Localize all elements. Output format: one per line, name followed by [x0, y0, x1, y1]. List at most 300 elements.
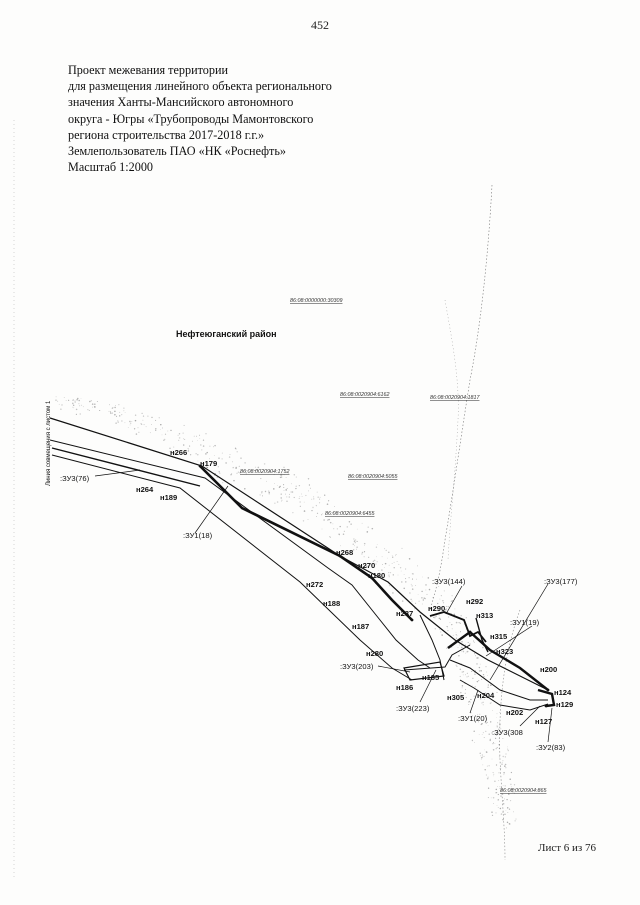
terrain-speckle [138, 427, 139, 428]
terrain-speckle [506, 827, 507, 828]
terrain-speckle [454, 618, 455, 619]
terrain-speckle [482, 734, 483, 735]
terrain-speckle [308, 478, 309, 479]
terrain-speckle [284, 490, 285, 491]
terrain-speckle [464, 624, 465, 625]
parcel-label: :ЗУ3(308 [492, 728, 523, 737]
terrain-speckle [421, 597, 423, 599]
terrain-speckle [516, 819, 517, 820]
terrain-speckle [299, 496, 300, 497]
terrain-speckle [494, 781, 496, 783]
terrain-speckle [389, 565, 390, 566]
terrain-speckle [483, 674, 484, 675]
terrain-speckle [411, 584, 412, 585]
terrain-speckle [232, 461, 233, 462]
terrain-speckle [289, 496, 291, 498]
terrain-speckle [465, 674, 466, 675]
terrain-speckle [487, 778, 489, 780]
terrain-speckle [495, 812, 496, 813]
terrain-speckle [214, 455, 215, 456]
terrain-speckle [294, 497, 295, 498]
terrain-speckle [488, 797, 489, 798]
terrain-speckle [330, 522, 332, 524]
terrain-speckle [507, 749, 508, 750]
terrain-speckle [480, 664, 481, 665]
terrain-speckle [462, 688, 463, 689]
terrain-speckle [309, 484, 310, 485]
terrain-speckle [238, 472, 239, 473]
terrain-speckle [448, 616, 449, 617]
terrain-speckle [504, 774, 505, 775]
terrain-speckle [457, 635, 458, 636]
terrain-speckle [121, 420, 122, 421]
terrain-speckle [76, 409, 78, 411]
terrain-speckle [451, 624, 452, 625]
terrain-speckle [296, 486, 297, 487]
point-label: н180 [368, 571, 386, 580]
terrain-speckle [505, 767, 506, 768]
terrain-speckle [142, 420, 143, 421]
terrain-speckle [188, 450, 190, 452]
terrain-speckle [498, 772, 499, 773]
terrain-speckle [155, 428, 156, 429]
terrain-speckle [454, 608, 455, 609]
terrain-speckle [357, 541, 358, 542]
point-label: н287 [396, 609, 414, 618]
terrain-speckle [491, 702, 492, 703]
terrain-speckle [397, 561, 398, 562]
parcel-label: :ЗУ1(20) [458, 714, 488, 723]
terrain-speckle [475, 686, 476, 687]
terrain-speckle [353, 549, 354, 550]
terrain-speckle [501, 813, 503, 815]
terrain-speckle [302, 496, 303, 497]
point-label: н187 [352, 622, 370, 631]
terrain-speckle [199, 435, 200, 436]
terrain-speckle [280, 497, 281, 498]
terrain-speckle [509, 809, 510, 810]
terrain-speckle [474, 742, 475, 743]
terrain-speckle [118, 421, 119, 422]
terrain-speckle [409, 558, 411, 560]
terrain-speckle [418, 601, 419, 602]
terrain-speckle [209, 446, 210, 447]
terrain-speckle [481, 702, 482, 703]
cadastral-label: 86:08:0020904:865 [500, 788, 547, 794]
terrain-speckle [230, 454, 231, 455]
terrain-speckle [441, 634, 442, 635]
terrain-speckle [135, 414, 136, 415]
terrain-speckle [487, 675, 488, 676]
terrain-speckle [476, 657, 478, 659]
terrain-speckle [446, 606, 447, 607]
terrain-speckle [299, 485, 300, 486]
terrain-speckle [491, 798, 492, 799]
terrain-speckle [324, 495, 325, 496]
terrain-speckle [94, 406, 95, 407]
terrain-speckle [277, 485, 278, 486]
terrain-speckle [117, 420, 118, 421]
terrain-speckle [112, 413, 113, 414]
terrain-speckle [64, 397, 65, 398]
terrain-speckle [320, 497, 321, 498]
terrain-speckle [110, 413, 111, 414]
terrain-speckle [334, 506, 335, 507]
terrain-speckle [461, 641, 463, 643]
terrain-speckle [460, 631, 461, 632]
terrain-speckle [483, 732, 484, 733]
terrain-speckle [446, 648, 447, 649]
terrain-speckle [470, 699, 471, 700]
terrain-speckle [322, 529, 323, 530]
terrain-speckle [340, 545, 341, 546]
terrain-speckle [362, 523, 363, 524]
terrain-speckle [468, 704, 469, 705]
terrain-speckle [499, 756, 500, 757]
point-label: н268 [336, 548, 354, 557]
terrain-speckle [474, 674, 475, 675]
terrain-speckle [125, 412, 126, 413]
terrain-speckle [118, 404, 119, 405]
terrain-speckle [281, 501, 282, 502]
terrain-speckle [304, 502, 305, 503]
terrain-speckle [240, 457, 241, 458]
terrain-speckle [466, 676, 467, 677]
terrain-speckle [466, 697, 467, 698]
parcel-label: :ЗУ3(76) [60, 474, 90, 483]
terrain-speckle [479, 670, 480, 671]
terrain-speckle [317, 492, 318, 493]
terrain-speckle [56, 396, 57, 397]
terrain-speckle [81, 405, 82, 406]
terrain-speckle [426, 590, 427, 591]
terrain-speckle [498, 780, 499, 781]
terrain-speckle [289, 494, 290, 495]
terrain-speckle [260, 478, 261, 479]
terrain-speckle [422, 577, 423, 578]
terrain-speckle [143, 415, 144, 416]
terrain-speckle [459, 645, 460, 646]
terrain-speckle [115, 422, 116, 423]
terrain-speckle [422, 604, 423, 605]
terrain-speckle [439, 599, 440, 600]
terrain-speckle [495, 743, 496, 744]
terrain-speckle [281, 494, 282, 495]
terrain-speckle [392, 592, 393, 593]
terrain-speckle [274, 483, 275, 484]
terrain-speckle [488, 777, 489, 778]
terrain-speckle [506, 754, 507, 755]
terrain-speckle [376, 547, 377, 548]
terrain-speckle [461, 647, 462, 648]
terrain-speckle [151, 424, 152, 425]
terrain-speckle [409, 577, 410, 578]
terrain-speckle [330, 537, 331, 538]
terrain-speckle [333, 528, 334, 529]
terrain-speckle [507, 747, 508, 748]
terrain-speckle [490, 684, 492, 686]
terrain-speckle [291, 483, 292, 484]
terrain-speckle [439, 615, 440, 616]
terrain-speckle [277, 501, 279, 503]
terrain-speckle [505, 785, 506, 786]
terrain-speckle [447, 630, 448, 631]
terrain-speckle [196, 453, 197, 454]
terrain-speckle [500, 808, 501, 809]
terrain-speckle [503, 772, 505, 774]
terrain-speckle [57, 401, 58, 402]
terrain-speckle [377, 544, 378, 545]
terrain-speckle [377, 561, 378, 562]
terrain-speckle [81, 398, 82, 399]
terrain-speckle [299, 498, 300, 499]
point-label: н189 [160, 493, 178, 502]
terrain-speckle [389, 585, 390, 586]
terrain-speckle [388, 572, 389, 573]
terrain-speckle [285, 494, 286, 495]
terrain-speckle [194, 436, 195, 437]
terrain-speckle [97, 401, 98, 402]
terrain-speckle [484, 737, 485, 738]
point-label: н266 [170, 448, 188, 457]
terrain-speckle [364, 545, 365, 546]
cadastral-label: 86:08:0020904:1752 [240, 469, 290, 475]
point-label: н185 [422, 673, 440, 682]
terrain-speckle [109, 411, 110, 412]
terrain-speckle [507, 807, 508, 808]
point-label: н129 [556, 700, 574, 709]
terrain-speckle [328, 500, 329, 501]
parcel-label: :ЗУ3(223) [396, 704, 430, 713]
terrain-speckle [261, 492, 262, 493]
terrain-speckle [78, 400, 80, 402]
terrain-speckle [405, 578, 406, 579]
terrain-speckle [463, 671, 464, 672]
terrain-speckle [292, 512, 293, 513]
terrain-speckle [74, 401, 75, 402]
terrain-speckle [405, 569, 406, 570]
point-label: н292 [466, 597, 484, 606]
terrain-speckle [467, 673, 468, 674]
terrain-speckle [367, 531, 369, 533]
terrain-speckle [128, 427, 129, 428]
point-markers [199, 465, 550, 708]
terrain-speckle [439, 618, 441, 620]
terrain-speckle [468, 676, 469, 677]
terrain-speckle [456, 666, 457, 667]
terrain-speckle [490, 721, 491, 722]
terrain-speckle [355, 540, 356, 541]
terrain-speckle [448, 606, 449, 607]
terrain-speckle [393, 574, 394, 575]
terrain-speckle [304, 510, 306, 512]
terrain-speckle [60, 408, 62, 410]
terrain-speckle [509, 823, 510, 824]
terrain-speckle [75, 400, 76, 401]
point-label: н264 [136, 485, 154, 494]
terrain-speckle [474, 653, 475, 654]
point-label: н305 [447, 693, 465, 702]
terrain-speckle [439, 629, 440, 630]
corridor-outlines [50, 418, 554, 710]
terrain-speckle [296, 477, 297, 478]
terrain-speckle [319, 499, 320, 500]
terrain-speckle [492, 759, 493, 760]
terrain-speckle [233, 480, 235, 482]
cadastral-label: 86:08:0020904:1817 [430, 395, 480, 401]
terrain-speckle [489, 734, 490, 735]
terrain-speckle [222, 458, 223, 459]
terrain-speckle [305, 495, 306, 496]
point-label: н315 [490, 632, 508, 641]
terrain-speckle [453, 635, 454, 636]
terrain-speckle [189, 446, 190, 447]
terrain-speckle [440, 632, 441, 633]
terrain-speckle [184, 425, 185, 426]
terrain-speckle [492, 710, 493, 711]
terrain-speckle [79, 405, 80, 406]
terrain-speckle [376, 556, 377, 557]
terrain-speckle [222, 453, 223, 454]
terrain-speckle [411, 601, 412, 602]
terrain-speckle [482, 765, 483, 766]
point-label: н280 [366, 649, 384, 658]
terrain-speckle [300, 506, 301, 507]
terrain-speckle [505, 764, 506, 765]
terrain-speckle [486, 666, 487, 667]
terrain-speckle [487, 687, 488, 688]
terrain-speckle [66, 400, 67, 401]
terrain-speckle [480, 753, 481, 754]
terrain-speckle [183, 438, 184, 439]
terrain-speckle [112, 407, 113, 408]
terrain-speckle [484, 750, 485, 751]
terrain-speckle [503, 800, 504, 801]
dotted-boundary-line [445, 300, 458, 560]
terrain-speckle [438, 586, 439, 587]
terrain-speckle [78, 403, 79, 404]
terrain-speckle [286, 496, 287, 497]
terrain-speckle [89, 401, 91, 403]
terrain-speckle [328, 519, 329, 520]
terrain-speckle [486, 775, 487, 776]
terrain-speckle [121, 414, 122, 415]
terrain-speckle [477, 681, 478, 682]
terrain-speckle [473, 731, 475, 733]
terrain-speckle [136, 433, 137, 434]
terrain-speckle [229, 456, 230, 457]
terrain-speckle [452, 628, 453, 629]
terrain-speckle [385, 563, 387, 565]
terrain-speckle [196, 436, 197, 437]
terrain-speckle [498, 794, 499, 795]
terrain-speckle [349, 521, 351, 523]
terrain-speckle [327, 503, 329, 505]
terrain-speckle [167, 431, 168, 432]
point-label: н200 [540, 665, 558, 674]
survey-point-marker [469, 631, 472, 634]
terrain-speckle [199, 438, 200, 439]
terrain-speckle [414, 608, 415, 609]
terrain-speckle [76, 414, 77, 415]
terrain-speckle [273, 488, 275, 490]
terrain-speckle [461, 651, 462, 652]
terrain-speckle [68, 400, 69, 401]
terrain-speckle [481, 679, 482, 680]
terrain-speckle [261, 491, 262, 492]
terrain-speckle [197, 461, 198, 462]
terrain-speckle [478, 680, 479, 681]
terrain-speckle [503, 785, 504, 786]
terrain-speckle [447, 628, 448, 629]
terrain-speckle [506, 810, 507, 811]
survey-point-marker [547, 689, 550, 692]
survey-point-marker [545, 705, 548, 708]
terrain-speckle [109, 404, 110, 405]
terrain-speckle [338, 534, 339, 535]
terrain-speckle [92, 403, 94, 405]
terrain-speckle [364, 556, 365, 557]
terrain-speckle [230, 474, 231, 475]
terrain-speckle [497, 747, 498, 748]
terrain-speckle [190, 454, 191, 455]
terrain-speckle [498, 807, 499, 808]
terrain-speckle [449, 622, 450, 623]
terrain-speckle [513, 811, 514, 812]
terrain-speckle [392, 563, 393, 564]
terrain-speckle [398, 575, 399, 576]
terrain-speckle [430, 617, 431, 618]
terrain-speckle [412, 585, 413, 586]
terrain-speckle [416, 579, 417, 580]
terrain-speckle [188, 448, 189, 449]
terrain-speckle [389, 575, 390, 576]
terrain-speckle [147, 415, 148, 416]
terrain-speckle [487, 766, 488, 767]
terrain-speckle [421, 591, 422, 592]
terrain-speckle [286, 501, 287, 502]
terrain-speckle [268, 491, 269, 492]
terrain-speckle [130, 423, 131, 424]
terrain-speckle [294, 474, 295, 475]
terrain-speckle [480, 755, 481, 756]
cadastral-label: 86:08:0020904:6162 [340, 392, 390, 398]
terrain-speckle [203, 445, 204, 446]
page-number: 452 [311, 18, 329, 32]
terrain-speckle [501, 763, 502, 764]
terrain-speckle [300, 502, 301, 503]
terrain-speckle [163, 440, 165, 442]
terrain-speckle [192, 441, 193, 442]
terrain-speckle [459, 622, 460, 623]
terrain-speckle [312, 507, 313, 508]
terrain-speckle [473, 640, 474, 641]
terrain-speckle [183, 444, 185, 446]
terrain-speckle [281, 476, 283, 478]
terrain-speckle [452, 595, 453, 596]
terrain-speckle [493, 803, 494, 804]
terrain-speckle [207, 452, 208, 453]
terrain-speckle [266, 481, 267, 482]
terrain-speckle [313, 496, 314, 497]
terrain-speckle [447, 626, 448, 627]
terrain-speckle [484, 769, 485, 770]
terrain-speckle [451, 600, 452, 601]
terrain-speckle [508, 750, 509, 751]
terrain-speckle [235, 448, 236, 449]
terrain-speckle [426, 594, 427, 595]
terrain-speckle [321, 514, 322, 515]
